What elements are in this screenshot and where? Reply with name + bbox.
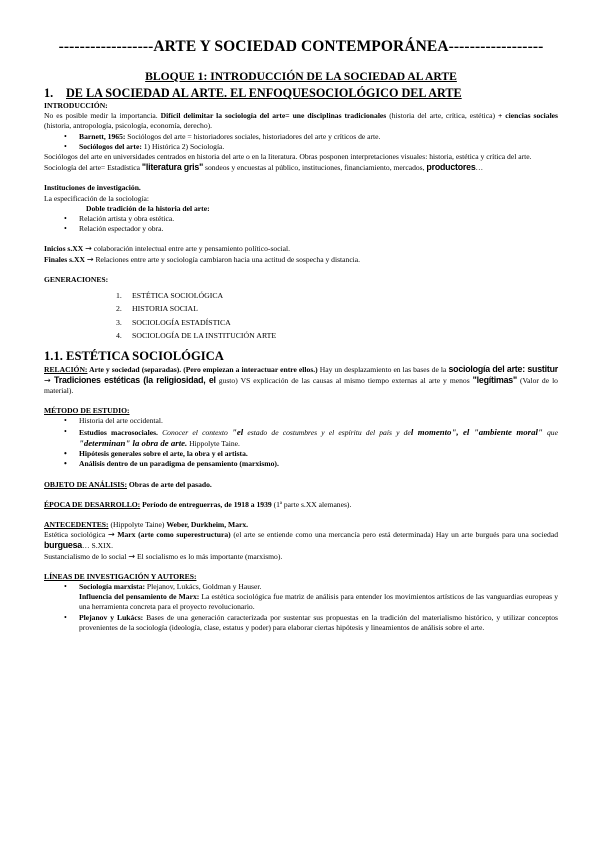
epoca-line xyxy=(44,500,558,510)
text-run: 1) Histórica 2) Sociología. xyxy=(141,141,225,151)
text-run-bold: Barnett, 1965: xyxy=(79,131,126,141)
list-item xyxy=(44,316,558,329)
arrow-icon: → xyxy=(44,375,51,385)
list-number: 1. xyxy=(116,291,122,301)
text-run-emph: l momento", el "ambiente moral" xyxy=(410,426,543,437)
inicios-line xyxy=(44,244,558,254)
metodo-bullet-list xyxy=(44,416,558,469)
text-run: (historia del arte, crítica, estética) xyxy=(386,111,498,121)
list-item xyxy=(44,329,558,342)
section-1-heading xyxy=(44,86,558,101)
text-run-emph: "literatura gris" xyxy=(141,162,204,173)
text-run-label: OBJETO DE ANÁLISIS: xyxy=(44,479,127,489)
lineas-bullet-list xyxy=(44,582,558,633)
text-run: (historia, antropología, psicología, economía, derecho). xyxy=(44,121,213,131)
arrow-icon: → xyxy=(86,254,94,264)
list-item xyxy=(44,289,558,302)
relacion-paragraph xyxy=(44,364,558,397)
list-item: • Hipótesis generales sobre el arte, la obra y el artista. xyxy=(44,449,558,459)
text-run: (Hippolyte Taine) xyxy=(108,519,167,529)
text-run-bold: + ciencias sociales xyxy=(498,111,558,121)
text-run-italic: que xyxy=(542,427,558,437)
text-run-emph: "determinan" la obra de arte. xyxy=(79,437,188,448)
lineas-heading: LÍNEAS DE INVESTIGACIÓN Y AUTORES: xyxy=(44,571,197,581)
list-item xyxy=(44,132,558,142)
generations-list xyxy=(44,289,558,343)
text-run: Bases de una generación caracterizada por sustentar sus propuestas en la tradición del materialismo histórico, y utilizar conceptos provenientes de la sociología (ideología, clase, estatus y poder) para elaborar ciertas hipótesis y lineamientos de análisis sobre el arte. xyxy=(79,612,558,632)
list-number: 2. xyxy=(116,304,122,314)
text-run-italic: Conocer el contexto xyxy=(157,427,232,437)
text-run: Relaciones entre arte y sociología cambiaron hacia una actitud de sospecha y distancia. xyxy=(93,254,361,264)
text-run-bold: Plejanov y Lukács: xyxy=(79,612,144,622)
arrow-icon: → xyxy=(107,530,115,540)
list-label: SOCIOLOGÍA DE LA INSTITUCIÓN ARTE xyxy=(132,331,277,341)
text-run: colaboración intelectual entre arte y pensamiento político-social. xyxy=(91,244,291,254)
antecedentes-paragraph-1 xyxy=(44,530,558,551)
intro-heading: INTRODUCCIÓN: xyxy=(44,101,108,110)
generations-heading: GENERACIONES: xyxy=(44,274,109,284)
text-run: (el arte se entiende como una mercancía pero está determinada) Hay un arte burgués para una sociedad xyxy=(230,530,558,540)
institutions-heading: Instituciones de investigación. xyxy=(44,183,141,193)
list-item: • Relación artista y obra estética. xyxy=(44,214,558,224)
finales-line xyxy=(44,255,558,265)
list-item: • Historia del arte occidental. xyxy=(44,416,558,426)
text-run-label: RELACIÓN: xyxy=(44,364,88,374)
institutions-paragraph: La especificación de la sociología: xyxy=(44,193,149,203)
text-run-bold: Difícil delimitar la sociología del arte= une disciplinas tradicionales xyxy=(160,111,387,121)
intro-paragraph-2: Sociólogos del arte en universidades centrados en historia del arte o en la literatura. Obras posponen interpretaciones visuales: historia, estética y crítica del arte. xyxy=(44,152,532,162)
text-run-emph: burguesa xyxy=(44,540,82,551)
institutions-bullet-list xyxy=(44,214,558,234)
list-item xyxy=(44,427,558,449)
text-run-emph: Tradiciones estéticas (la religiosidad, el xyxy=(50,374,216,385)
text-run: sondeos y encuestas al público, instituciones, financiamiento, mercados, xyxy=(203,163,427,173)
list-item xyxy=(44,582,558,613)
list-item: • Análisis dentro de un paradigma de pensamiento (marxismo). xyxy=(44,459,558,469)
text-run: Hippolyte Taine. xyxy=(187,438,240,448)
intro-paragraph-3 xyxy=(44,162,558,173)
text-run-bold: Marx (arte como superestructura) xyxy=(114,530,231,540)
text-run-emph: sociología del arte: sustitur xyxy=(448,363,559,374)
text-run-emph: productores xyxy=(426,162,476,173)
text-run-bold: Influencia del pensamiento de Marx: xyxy=(79,592,200,602)
text-run-bold: Período de entreguerras, de 1918 a 1939 xyxy=(140,499,272,509)
text-run-italic: estado de costumbres y el espíritu del país y de xyxy=(243,427,411,437)
text-run: (1ª parte s.XX alemanes). xyxy=(271,499,352,509)
document-page xyxy=(44,38,558,633)
section-1-title: DE LA SOCIEDAD AL ARTE. EL ENFOQUESOCIOLÓGICO DEL ARTE xyxy=(66,86,462,100)
section-1-number: 1. xyxy=(44,86,54,100)
institutions-subheading: Doble tradición de la historia del arte: xyxy=(86,203,210,213)
text-run-emph: "legítimas" xyxy=(472,374,517,385)
intro-bullet-list xyxy=(44,132,558,152)
text-run: … xyxy=(475,163,484,173)
text-run: El socialismo es lo más importante (marxismo). xyxy=(135,551,283,561)
list-label: HISTORIA SOCIAL xyxy=(132,304,198,314)
text-run-bold: Sociología marxista: xyxy=(79,581,146,591)
list-label: ESTÉTICA SOCIOLÓGICA xyxy=(132,291,224,301)
text-run-bold: Weber, Durkheim, Marx. xyxy=(166,519,249,529)
antecedentes-paragraph-2 xyxy=(44,552,558,562)
text-run: Sociología del arte= Estadística xyxy=(44,163,142,173)
text-run-bold: Sociólogos del arte: xyxy=(79,141,142,151)
metodo-heading: MÉTODO DE ESTUDIO: xyxy=(44,406,130,416)
objeto-line xyxy=(44,480,558,490)
list-number: 3. xyxy=(116,317,122,327)
text-run: Plejanov, Lukács, Goldman y Hauser. xyxy=(145,581,262,591)
block-title: BLOQUE 1: INTRODUCCIÓN DE LA SOCIEDAD AL ARTE xyxy=(145,70,457,83)
list-item xyxy=(44,613,558,633)
list-item xyxy=(44,142,558,152)
text-run-label: ÉPOCA DE DESARROLLO: xyxy=(44,499,141,509)
text-run: Hay un desplazamiento en las bases de la xyxy=(317,364,449,374)
arrow-icon: → xyxy=(128,551,136,561)
list-number: 4. xyxy=(116,331,122,341)
list-item: • Relación espectador y obra. xyxy=(44,224,558,234)
arrow-icon: → xyxy=(85,244,92,254)
text-run: Sociólogos del arte = historiadores sociales, historiadores del arte y críticos de arte. xyxy=(125,131,381,141)
text-run: La estética sociológica fue matriz de análisis para entender los movimientos artísticos de las vanguardias europeas y una herramienta concreta para el proyecto revolucionario. xyxy=(79,592,559,612)
text-run-bold: Arte y sociedad (separadas). (Pero empiezan a interactuar entre ellos.) xyxy=(87,364,318,374)
text-run-bold: Estudios macrosociales. xyxy=(79,427,158,437)
text-run: No es posible medir la importancia. xyxy=(44,111,161,121)
text-run-bold: Finales s.XX xyxy=(44,254,85,264)
list-item xyxy=(44,302,558,315)
text-run-label: ANTECEDENTES: xyxy=(44,519,109,529)
text-run: … S.XIX. xyxy=(82,541,114,551)
document-title: ------------------ARTE Y SOCIEDAD CONTEMPORÁNEA------------------ xyxy=(58,38,544,55)
antecedentes-line xyxy=(44,520,558,530)
text-run: (Valor de lo material). xyxy=(44,375,558,396)
text-run-emph: "el xyxy=(231,426,244,437)
list-label: SOCIOLOGÍA ESTADÍSTICA xyxy=(132,317,231,327)
text-run-bold: Inicios s.XX xyxy=(44,244,84,254)
text-run-bold: Obras de arte del pasado. xyxy=(127,479,212,489)
subsection-1-1-heading: 1.1. ESTÉTICA SOCIOLÓGICA xyxy=(44,348,224,363)
text-run: gusto) VS explicación de las causas al mismo tiempo externas al arte y menos xyxy=(215,375,473,385)
text-run: Sustancialismo de lo social xyxy=(44,551,129,561)
text-run: Estética sociológica xyxy=(44,530,108,540)
intro-paragraph-1 xyxy=(44,111,558,131)
